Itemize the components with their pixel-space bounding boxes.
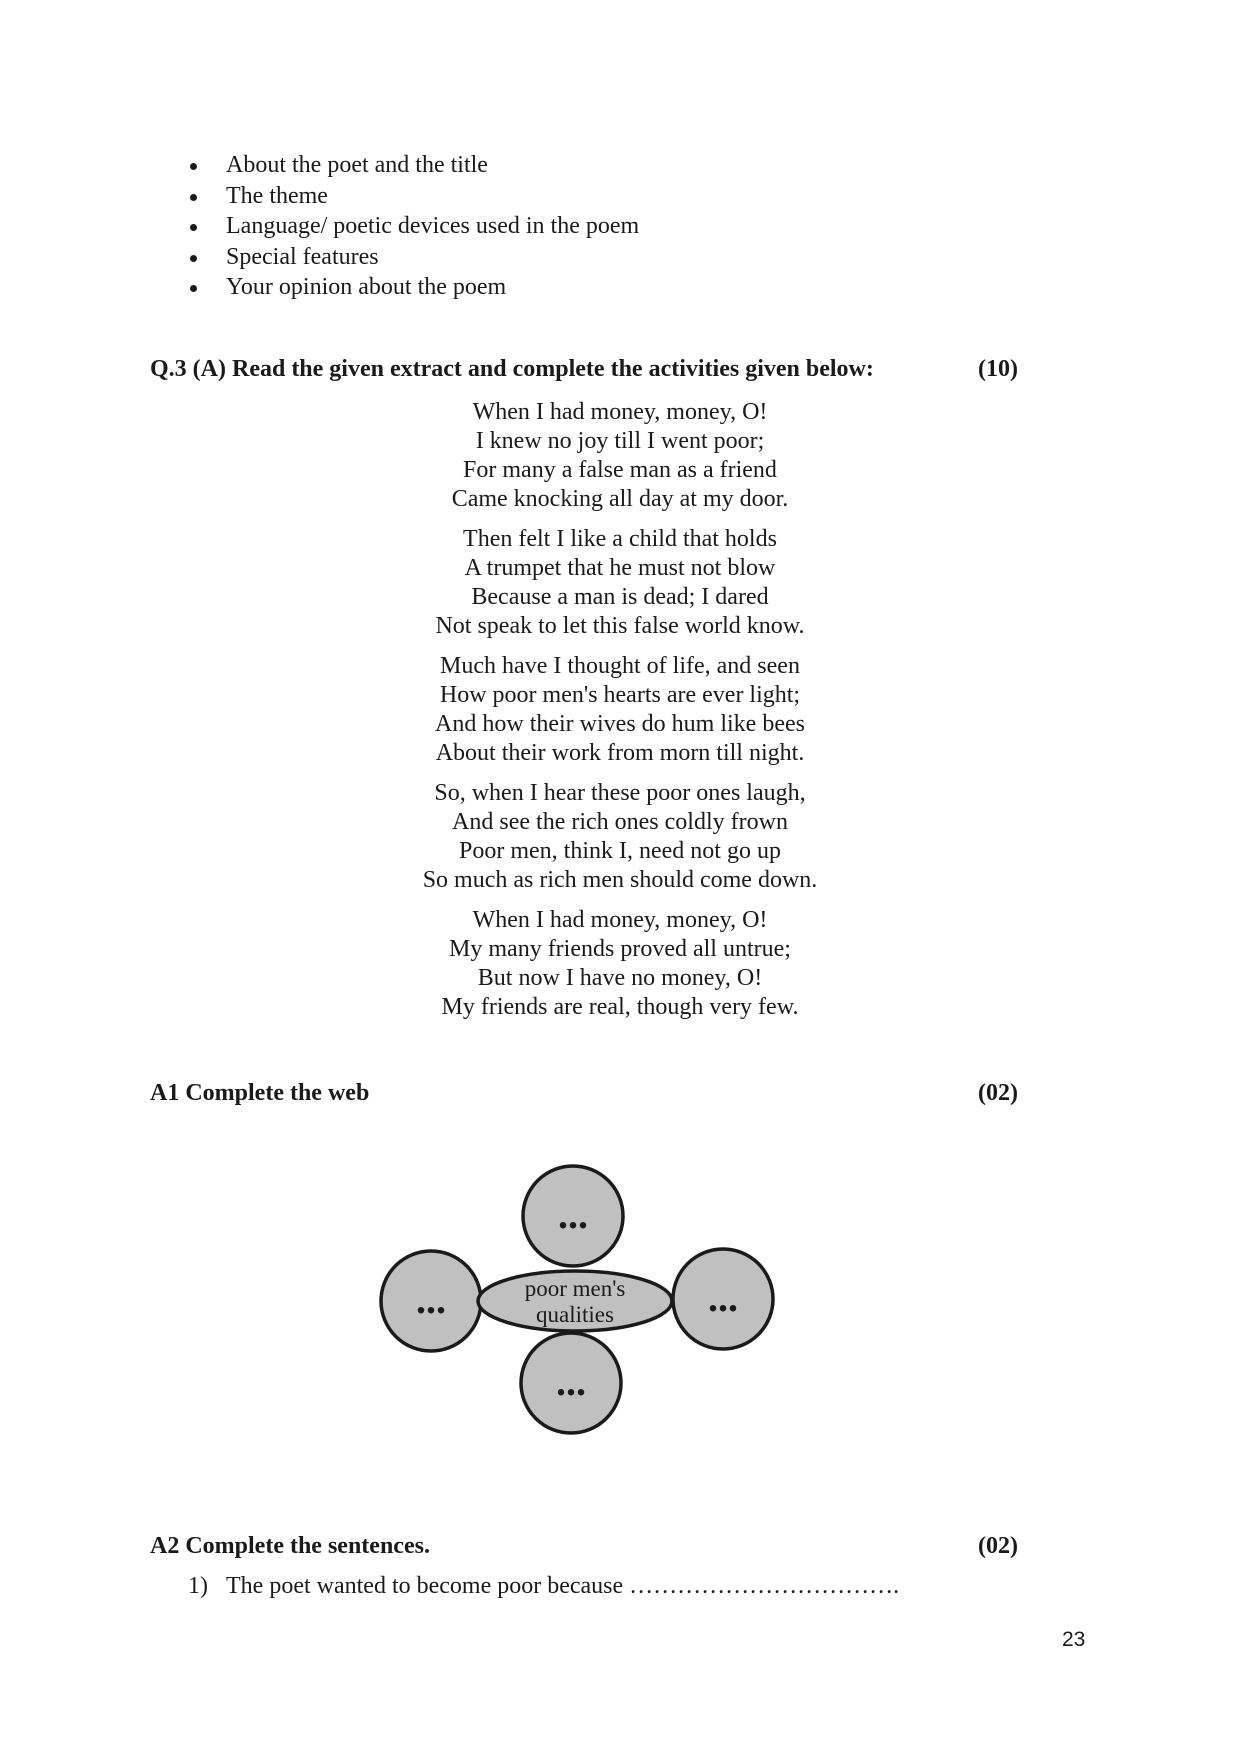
- a1-marks: (02): [978, 1080, 1018, 1106]
- a1-heading-row: [150, 1080, 1018, 1107]
- poem-stanza: [350, 525, 890, 641]
- q3-heading: Q.3 (A) Read the given extract and complete the activities given below:: [150, 356, 874, 382]
- a2-heading-row: [150, 1533, 1018, 1560]
- bullet-item: Special features: [188, 242, 639, 273]
- q3-marks: (10): [978, 356, 1018, 382]
- q3-heading-row: [150, 356, 1018, 383]
- poem-line: And how their wives do hum like bees: [435, 711, 805, 737]
- page-number: 23: [1062, 1628, 1086, 1651]
- poem-line: Not speak to let this false world know.: [435, 613, 805, 639]
- a2-heading: A2 Complete the sentences.: [150, 1533, 430, 1559]
- poem-line: A trumpet that he must not blow: [464, 555, 776, 581]
- poem-line: Came knocking all day at my door.: [451, 486, 789, 512]
- poem-line: So, when I hear these poor ones laugh,: [434, 780, 806, 806]
- poem-line: My many friends proved all untrue;: [449, 936, 791, 962]
- web-node-bottom-label: ...: [556, 1359, 586, 1404]
- poem-line: So much as rich men should come down.: [422, 867, 818, 893]
- poem-line: Because a man is dead; I dared: [471, 584, 769, 610]
- poem-line: I knew no joy till I went poor;: [475, 428, 765, 454]
- a2-marks: (02): [978, 1533, 1018, 1559]
- poem-line: For many a false man as a friend: [463, 457, 777, 483]
- poem-stanza: [350, 652, 890, 768]
- bullet-item: About the poet and the title: [188, 150, 639, 181]
- bullet-item: Your opinion about the poem: [188, 272, 639, 303]
- poem-stanza: [350, 906, 890, 1022]
- poem-extract: [350, 398, 890, 1033]
- web-center-label-line2: qualities: [536, 1302, 614, 1327]
- sentence-text: The poet wanted to become poor because …………………………….: [226, 1573, 900, 1599]
- sentence-number: 1): [188, 1573, 208, 1599]
- web-diagram: [370, 1158, 790, 1448]
- bullet-item: Language/ poetic devices used in the poem: [188, 211, 639, 242]
- bullet-list: [188, 150, 639, 303]
- poem-line: And see the rich ones coldly frown: [452, 809, 788, 835]
- poem-stanza: [350, 398, 890, 514]
- poem-line: About their work from morn till night.: [435, 740, 805, 766]
- web-node-right-label: ...: [708, 1275, 738, 1320]
- a1-heading: A1 Complete the web: [150, 1080, 370, 1106]
- poem-line: When I had money, money, O!: [472, 399, 768, 425]
- poem-line: When I had money, money, O!: [472, 907, 768, 933]
- poem-line: Poor men, think I, need not go up: [459, 838, 781, 864]
- poem-line: Then felt I like a child that holds: [463, 526, 777, 552]
- poem-line: Much have I thought of life, and seen: [440, 653, 800, 679]
- web-node-left-label: ...: [416, 1277, 446, 1322]
- sentence-item: [188, 1573, 899, 1600]
- poem-line: My friends are real, though very few.: [441, 994, 799, 1020]
- web-center-label-line1: poor men's: [524, 1276, 626, 1301]
- web-node-top-label: ...: [558, 1192, 588, 1237]
- poem-stanza: [350, 779, 890, 895]
- poem-line: But now I have no money, O!: [477, 965, 763, 991]
- poem-line: How poor men's hearts are ever light;: [439, 682, 801, 708]
- bullet-item: The theme: [188, 181, 639, 212]
